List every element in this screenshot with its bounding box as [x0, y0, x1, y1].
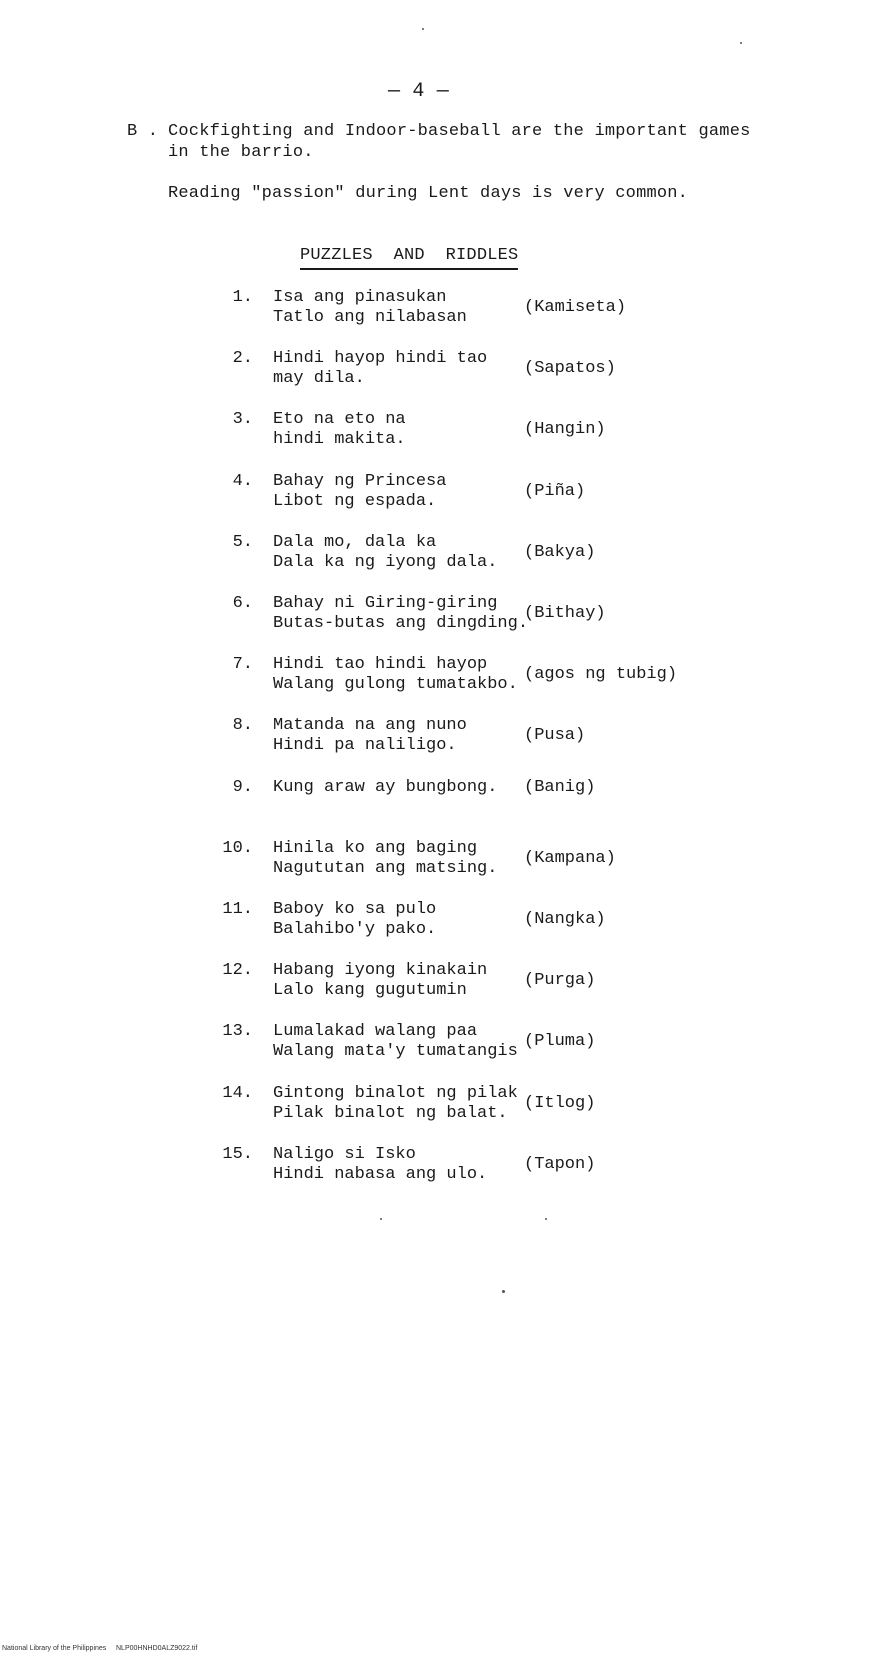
riddle-line-1: Hindi tao hindi hayop — [273, 655, 488, 674]
riddle-line-1: Habang iyong kinakain — [273, 961, 488, 980]
riddle-answer: (Bakya) — [524, 543, 596, 562]
riddle-number: 6. — [232, 594, 253, 613]
riddle-line-2: Nagututan ang matsing. — [273, 859, 498, 878]
riddle-line-1: Bahay ni Giring-giring — [273, 594, 498, 613]
scan-speck — [545, 1218, 547, 1220]
riddle-answer: (Tapon) — [524, 1155, 596, 1174]
riddle-answer: (Pusa) — [524, 726, 586, 745]
riddle-number: 12. — [222, 961, 253, 980]
riddle-item — [0, 594, 891, 638]
footer-caption: National Library of the Philippines NLP00HNHD0ALZ9022.tif — [2, 1645, 198, 1652]
riddle-answer: (Piña) — [524, 482, 586, 501]
riddle-answer: (Hangin) — [524, 420, 606, 439]
riddle-line-1: Isa ang pinasukan — [273, 288, 447, 307]
riddle-number: 10. — [222, 839, 253, 858]
riddle-line-1: Eto na eto na — [273, 410, 406, 429]
riddle-line-2: Hindi nabasa ang ulo. — [273, 1165, 488, 1184]
riddle-line-1: Lumalakad walang paa — [273, 1022, 478, 1041]
riddle-item — [0, 533, 891, 577]
riddle-answer: (Pluma) — [524, 1032, 596, 1051]
riddle-item — [0, 900, 891, 944]
riddle-item — [0, 1084, 891, 1128]
scan-speck — [740, 42, 742, 44]
riddle-answer: (Sapatos) — [524, 359, 616, 378]
riddle-line-2: Hindi pa naliligo. — [273, 736, 457, 755]
riddle-number: 7. — [232, 655, 253, 674]
riddle-line-2: may dila. — [273, 369, 365, 388]
riddle-item — [0, 1022, 891, 1066]
riddle-number: 2. — [232, 349, 253, 368]
riddle-item — [0, 716, 891, 760]
riddle-item — [0, 349, 891, 393]
section-b-line-2: in the barrio. — [168, 143, 314, 162]
riddle-answer: (Itlog) — [524, 1094, 596, 1113]
riddle-number: 8. — [232, 716, 253, 735]
riddle-line-2: Butas-butas ang dingding. — [273, 614, 529, 633]
riddle-number: 11. — [222, 900, 253, 919]
scan-speck — [422, 28, 424, 30]
riddle-number: 4. — [232, 472, 253, 491]
riddle-line-2: hindi makita. — [273, 430, 406, 449]
riddle-item — [0, 655, 891, 699]
riddle-line-1: Gintong binalot ng pilak — [273, 1084, 518, 1103]
riddle-item — [0, 288, 891, 332]
riddle-item — [0, 778, 891, 822]
section-b-line-1: Cockfighting and Indoor-baseball are the important games — [168, 122, 751, 141]
riddle-line-2: Tatlo ang nilabasan — [273, 308, 467, 327]
riddle-number: 14. — [222, 1084, 253, 1103]
riddle-item — [0, 410, 891, 454]
riddle-line-2: Dala ka ng iyong dala. — [273, 553, 498, 572]
riddle-line-2: Lalo kang gugutumin — [273, 981, 467, 1000]
riddle-line-2: Walang mata'y tumatangis — [273, 1042, 518, 1061]
riddle-line-2: Pilak binalot ng balat. — [273, 1104, 508, 1123]
riddle-number: 3. — [232, 410, 253, 429]
riddle-line-2: Walang gulong tumatakbo. — [273, 675, 518, 694]
scan-speck — [380, 1218, 382, 1220]
page-number: — 4 — — [388, 80, 450, 103]
riddle-number: 1. — [232, 288, 253, 307]
riddle-line-1: Naligo si Isko — [273, 1145, 416, 1164]
riddle-number: 5. — [232, 533, 253, 552]
riddle-line-1: Kung araw ay bungbong. — [273, 778, 498, 797]
riddle-answer: (agos ng tubig) — [524, 665, 678, 684]
riddle-answer: (Purga) — [524, 971, 596, 990]
riddle-item — [0, 839, 891, 883]
riddle-line-1: Bahay ng Princesa — [273, 472, 447, 491]
riddles-heading: PUZZLES AND RIDDLES — [300, 246, 518, 270]
riddle-line-2: Libot ng espada. — [273, 492, 437, 511]
riddle-number: 15. — [222, 1145, 253, 1164]
riddle-answer: (Kampana) — [524, 849, 616, 868]
riddle-line-1: Hindi hayop hindi tao — [273, 349, 488, 368]
riddle-line-1: Hinila ko ang baging — [273, 839, 478, 858]
riddle-answer: (Bithay) — [524, 604, 606, 623]
riddle-line-1: Matanda na ang nuno — [273, 716, 467, 735]
section-b-paragraph-2: Reading "passion" during Lent days is very common. — [168, 184, 689, 203]
riddle-item — [0, 1145, 891, 1189]
riddle-number: 13. — [222, 1022, 253, 1041]
riddle-line-1: Baboy ko sa pulo — [273, 900, 437, 919]
riddle-answer: (Nangka) — [524, 910, 606, 929]
riddle-line-2: Balahibo'y pako. — [273, 920, 437, 939]
riddle-number: 9. — [232, 778, 253, 797]
scan-speck — [502, 1290, 505, 1293]
riddle-answer: (Banig) — [524, 778, 596, 797]
riddle-item — [0, 472, 891, 516]
section-b-marker: B . — [127, 122, 159, 141]
riddle-answer: (Kamiseta) — [524, 298, 627, 317]
riddle-item — [0, 961, 891, 1005]
riddle-line-1: Dala mo, dala ka — [273, 533, 437, 552]
